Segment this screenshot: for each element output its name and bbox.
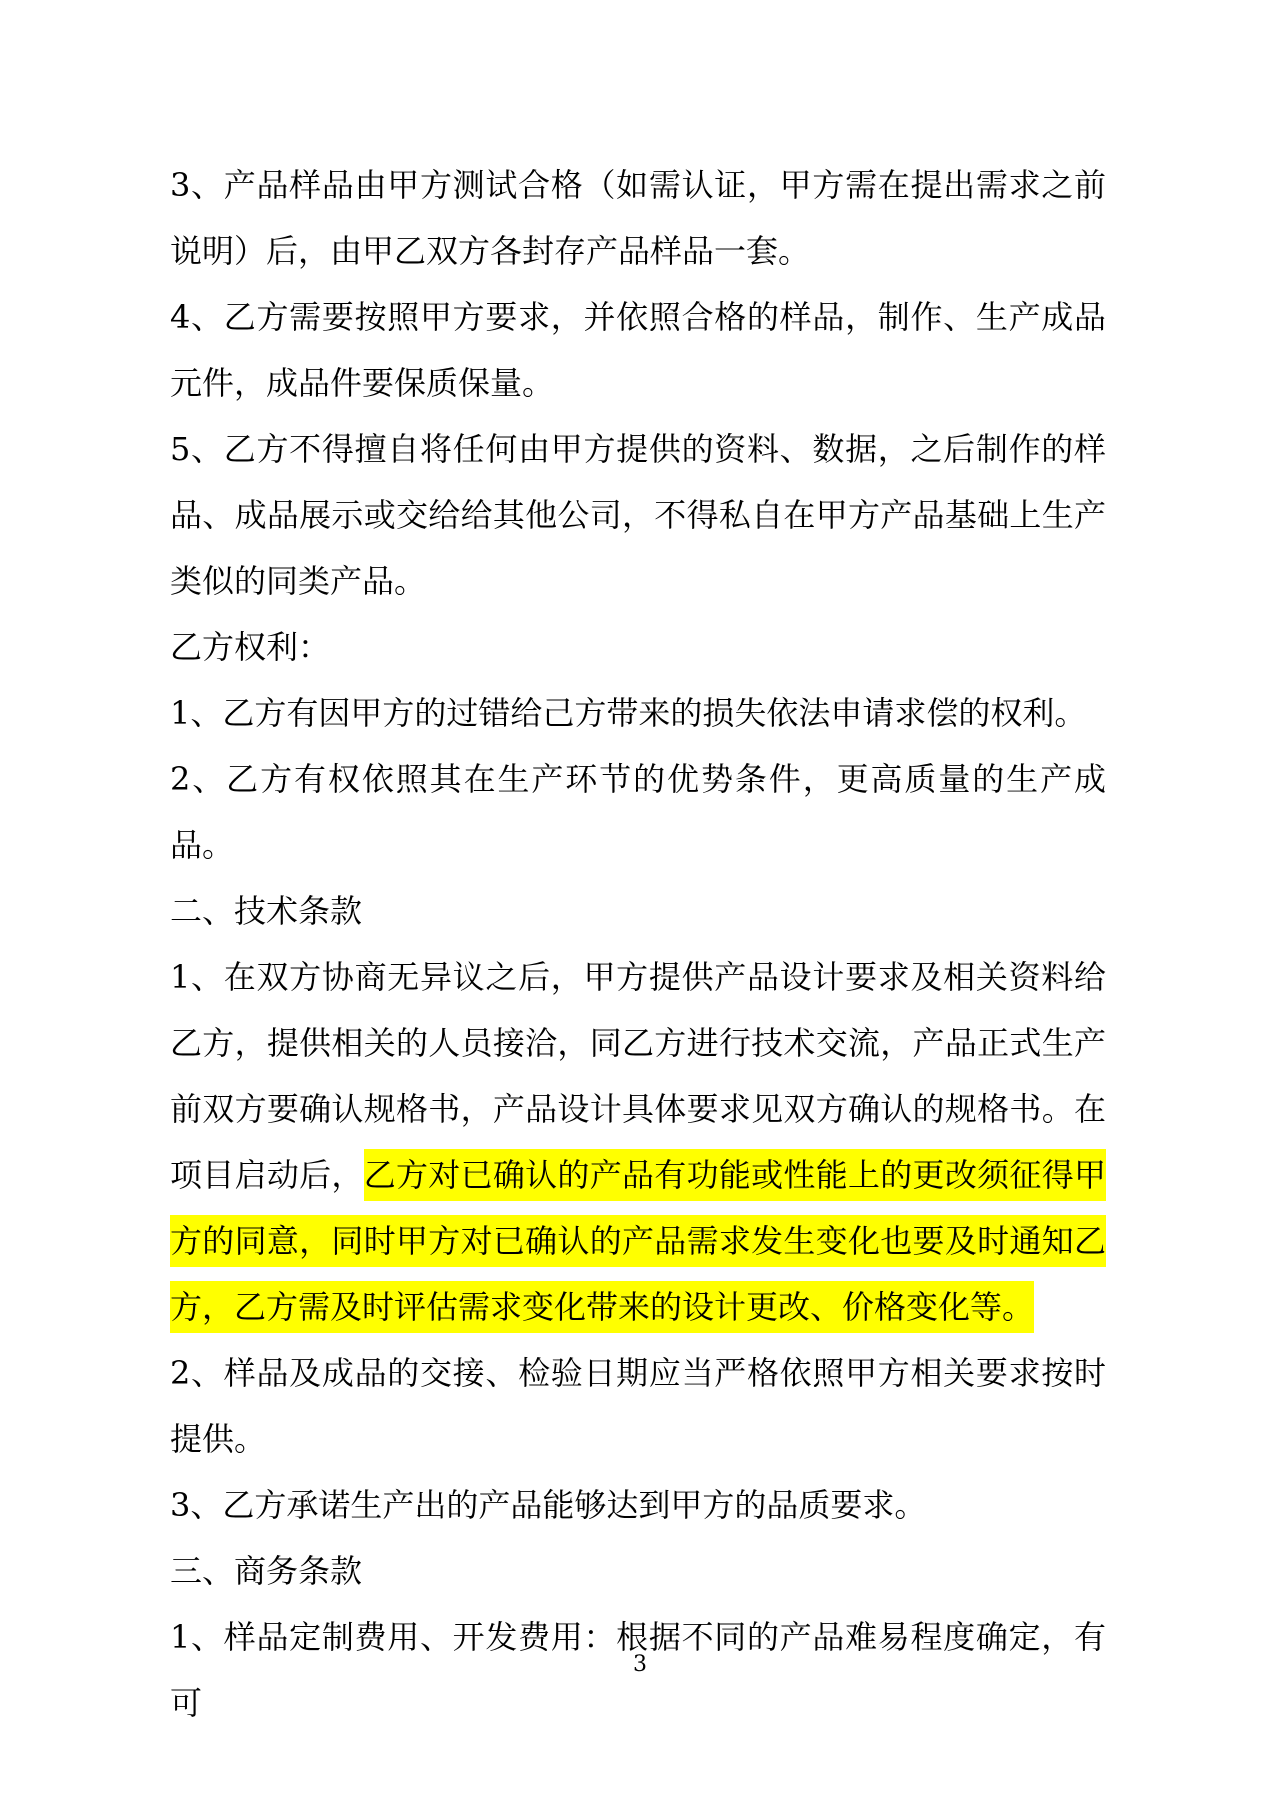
subheading: [170, 614, 1106, 680]
page-number: 3: [633, 1652, 647, 1677]
highlighted-text: 乙方对已确认的产品有功能或性能上的更改须征得甲方的同意，同时甲方对已确认的产品需求发生变化也要及时通知乙方，乙方需及时评估需求变化带来的设计更改、价格变化等。: [170, 1149, 1106, 1333]
section-heading: [170, 1538, 1106, 1604]
paragraph: [170, 152, 1106, 284]
text-segment: 4、乙方需要按照甲方要求，并依照合格的样品，制作、生产成品元件，成品件要保质保量。: [170, 298, 1106, 402]
paragraph: [170, 944, 1106, 1340]
text-segment: 2、乙方有权依照其在生产环节的优势条件，更高质量的生产成品。: [170, 760, 1106, 864]
text-segment: 二、技术条款: [170, 892, 363, 930]
document-body: [170, 152, 1106, 1736]
text-segment: 乙方权利：: [170, 628, 331, 666]
paragraph: [170, 746, 1106, 878]
paragraph: [170, 1340, 1106, 1472]
text-segment: 1、样品定制费用、开发费用：根据不同的产品难易程度确定，有可: [170, 1618, 1106, 1722]
paragraph: [170, 416, 1106, 614]
text-segment: 2、样品及成品的交接、检验日期应当严格依照甲方相关要求按时提供。: [170, 1354, 1106, 1458]
section-heading: [170, 878, 1106, 944]
text-segment: 1、在双方协商无异议之后，甲方提供产品设计要求及相关资料给乙方，提供相关的人员接洽，同乙方进行技术交流，产品正式生产前双方要确认规格书，产品设计具体要求见双方确认的规格书。在项目启动后，: [170, 958, 1106, 1194]
text-segment: 5、乙方不得擅自将任何由甲方提供的资料、数据，之后制作的样品、成品展示或交给给其他公司，不得私自在甲方产品基础上生产类似的同类产品。: [170, 430, 1106, 600]
text-segment: 3、乙方承诺生产出的产品能够达到甲方的品质要求。: [170, 1486, 927, 1524]
page-footer: [0, 1650, 1280, 1680]
paragraph: [170, 284, 1106, 416]
text-segment: 三、商务条款: [170, 1552, 363, 1590]
paragraph: [170, 680, 1106, 746]
text-segment: 3、产品样品由甲方测试合格（如需认证，甲方需在提出需求之前说明）后，由甲乙双方各封存产品样品一套。: [170, 166, 1106, 270]
text-segment: 1、乙方有因甲方的过错给己方带来的损失依法申请求偿的权利。: [170, 694, 1087, 732]
paragraph: [170, 1472, 1106, 1538]
